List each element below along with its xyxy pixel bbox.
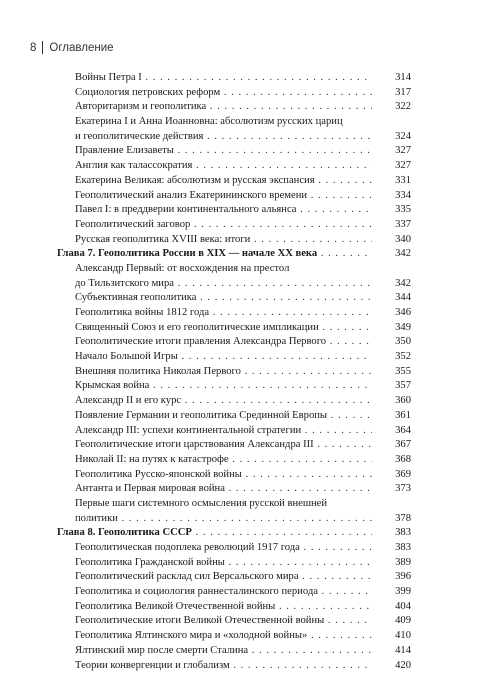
toc-page-number: 335	[372, 203, 411, 218]
toc-entry-title: Теории конвергенции и глобализм . . .	[75, 659, 372, 673]
toc-entry-title: Начало Большой Игры . . .	[75, 350, 372, 365]
toc-entry	[0, 262, 480, 277]
toc-entry	[0, 174, 480, 189]
toc-entry-title: Екатерина Великая: абсолютизм и русская экспансия . . .	[75, 174, 372, 189]
toc-entry	[0, 365, 480, 380]
toc-entry-title: Геополитика войны 1812 года . . .	[75, 306, 372, 321]
toc-page-number: 349	[372, 321, 411, 336]
toc-entry	[0, 86, 480, 101]
toc-entry	[0, 394, 480, 409]
toc-entry-title: Социология петровских реформ . . .	[75, 86, 372, 101]
toc-entry-title: Войны Петра I . . .	[75, 71, 372, 86]
toc-entry	[0, 71, 480, 86]
toc-entry-title: Священный Союз и его геополитические импликации . . .	[75, 321, 372, 336]
toc-entry-title: Субъективная геополитика . . .	[75, 291, 372, 306]
toc-entry-title: и геополитические действия . . .	[75, 130, 372, 145]
toc-entry	[0, 453, 480, 468]
header-divider	[42, 41, 43, 54]
toc-entry-title: Русская геополитика XVIII века: итоги . . .	[75, 233, 372, 248]
toc-page-number: 396	[372, 570, 411, 585]
toc-entry	[0, 644, 480, 659]
toc-entry	[0, 130, 480, 145]
toc-entry-title: Геополитика и социология раннесталинского периода . . .	[75, 585, 372, 600]
table-of-contents	[0, 71, 480, 673]
toc-entry	[0, 233, 480, 248]
toc-entry-title: Николай II: на путях к катастрофе . . .	[75, 453, 372, 468]
toc-entry	[0, 218, 480, 233]
toc-entry-title: Екатерина I и Анна Иоанновна: абсолютизм русских цариц	[75, 115, 372, 130]
toc-page-number: 409	[372, 614, 411, 629]
toc-entry-title: Геополитическая подоплека революций 1917 года . . .	[75, 541, 372, 556]
toc-page-number: 367	[372, 438, 411, 453]
toc-entry	[0, 277, 480, 292]
toc-page-number: 342	[372, 277, 411, 292]
toc-page-number: 378	[372, 512, 411, 527]
toc-page-number: 327	[372, 159, 411, 174]
toc-entry-title: Геополитические итоги царствования Александра III . . .	[75, 438, 372, 453]
toc-page-number: 350	[372, 335, 411, 350]
toc-entry	[0, 159, 480, 174]
header-title: Оглавление	[49, 42, 113, 54]
toc-entry	[0, 600, 480, 615]
toc-entry	[0, 614, 480, 629]
toc-entry-title: Геополитический расклад сил Версальского мира . . .	[75, 570, 372, 585]
toc-page-number: 355	[372, 365, 411, 380]
toc-entry	[0, 189, 480, 204]
toc-entry-title: Правление Елизаветы . . .	[75, 144, 372, 159]
toc-page-number: 357	[372, 379, 411, 394]
toc-entry	[0, 203, 480, 218]
toc-entry	[0, 409, 480, 424]
toc-entry	[0, 321, 480, 336]
toc-page-number: 352	[372, 350, 411, 365]
toc-entry-title: Глава 8. Геополитика СССР . . .	[57, 526, 372, 541]
toc-page-number: 327	[372, 144, 411, 159]
toc-page-number: 342	[372, 247, 411, 262]
toc-entry-title: Внешняя политика Николая Первого . . .	[75, 365, 372, 380]
toc-page-number: 373	[372, 482, 411, 497]
toc-entry	[0, 424, 480, 439]
toc-entry-title: Ялтинский мир после смерти Сталина . . .	[75, 644, 372, 659]
toc-page-number: 404	[372, 600, 411, 615]
toc-page-number: 389	[372, 556, 411, 571]
toc-page-number: 334	[372, 189, 411, 204]
toc-page-number: 364	[372, 424, 411, 439]
toc-entry-title: Англия как талассократия . . .	[75, 159, 372, 174]
toc-entry	[0, 115, 480, 130]
toc-entry-title: до Тильзитского мира . . .	[75, 277, 372, 292]
toc-page-number: 337	[372, 218, 411, 233]
toc-entry	[0, 629, 480, 644]
toc-page-number: 383	[372, 541, 411, 556]
toc-page-number: 331	[372, 174, 411, 189]
toc-entry	[0, 100, 480, 115]
toc-entry	[0, 306, 480, 321]
toc-entry-title: Геополитический заговор . . .	[75, 218, 372, 233]
toc-page-number: 368	[372, 453, 411, 468]
toc-entry-title: Геополитика Русско-японской войны . . .	[75, 468, 372, 483]
toc-page-number: 414	[372, 644, 411, 659]
toc-page-number: 399	[372, 585, 411, 600]
toc-entry	[0, 497, 480, 512]
toc-entry-title: Геополитика Ялтинского мира и «холодной войны» . . .	[75, 629, 372, 644]
toc-entry	[0, 291, 480, 306]
running-head	[30, 41, 114, 54]
toc-entry-title: Авторитаризм и геополитика . . .	[75, 100, 372, 115]
toc-entry-title: Глава 7. Геополитика России в XIX — начале XX века . . .	[57, 247, 372, 262]
toc-page-number: 340	[372, 233, 411, 248]
toc-entry-title: Павел I: в преддверии континентального альянса . . .	[75, 203, 372, 218]
toc-entry	[0, 379, 480, 394]
toc-chapter	[0, 247, 480, 262]
toc-page-number: 314	[372, 71, 411, 86]
page-number: 8	[30, 42, 36, 54]
toc-entry-title: Александр II и его курс . . .	[75, 394, 372, 409]
toc-entry-title: Антанта и Первая мировая война . . .	[75, 482, 372, 497]
toc-page-number: 346	[372, 306, 411, 321]
toc-entry-title: политики . . .	[75, 512, 372, 527]
toc-page-number: 361	[372, 409, 411, 424]
toc-entry	[0, 512, 480, 527]
toc-page-number: 383	[372, 526, 411, 541]
toc-entry-title: Геополитика Гражданской войны . . .	[75, 556, 372, 571]
toc-entry-title: Первые шаги системного осмысления русской внешней	[75, 497, 372, 512]
toc-entry	[0, 335, 480, 350]
toc-entry-title: Геополитический анализ Екатерининского времени . . .	[75, 189, 372, 204]
toc-entry-title: Александр Первый: от восхождения на престол	[75, 262, 372, 277]
toc-entry	[0, 482, 480, 497]
toc-page-number: 410	[372, 629, 411, 644]
toc-entry	[0, 468, 480, 483]
toc-entry	[0, 438, 480, 453]
toc-entry-title: Геополитические итоги правления Александра Первого . . .	[75, 335, 372, 350]
toc-page-number: 317	[372, 86, 411, 101]
toc-chapter	[0, 526, 480, 541]
toc-entry-title: Александр III: успехи континентальной стратегии . . .	[75, 424, 372, 439]
toc-page-number: 344	[372, 291, 411, 306]
toc-entry-title: Геополитика Великой Отечественной войны . . .	[75, 600, 372, 615]
toc-entry	[0, 570, 480, 585]
toc-entry	[0, 144, 480, 159]
toc-entry	[0, 350, 480, 365]
toc-entry-title: Геополитические итоги Великой Отечественной войны . . .	[75, 614, 372, 629]
toc-page-number: 360	[372, 394, 411, 409]
toc-entry-title: Крымская война . . .	[75, 379, 372, 394]
toc-entry	[0, 541, 480, 556]
toc-entry	[0, 585, 480, 600]
toc-entry-title: Появление Германии и геополитика Срединной Европы . . .	[75, 409, 372, 424]
toc-page-number: 324	[372, 130, 411, 145]
toc-entry	[0, 556, 480, 571]
toc-page-number: 322	[372, 100, 411, 115]
toc-page-number: 420	[372, 659, 411, 673]
toc-page-number: 369	[372, 468, 411, 483]
toc-entry	[0, 659, 480, 673]
